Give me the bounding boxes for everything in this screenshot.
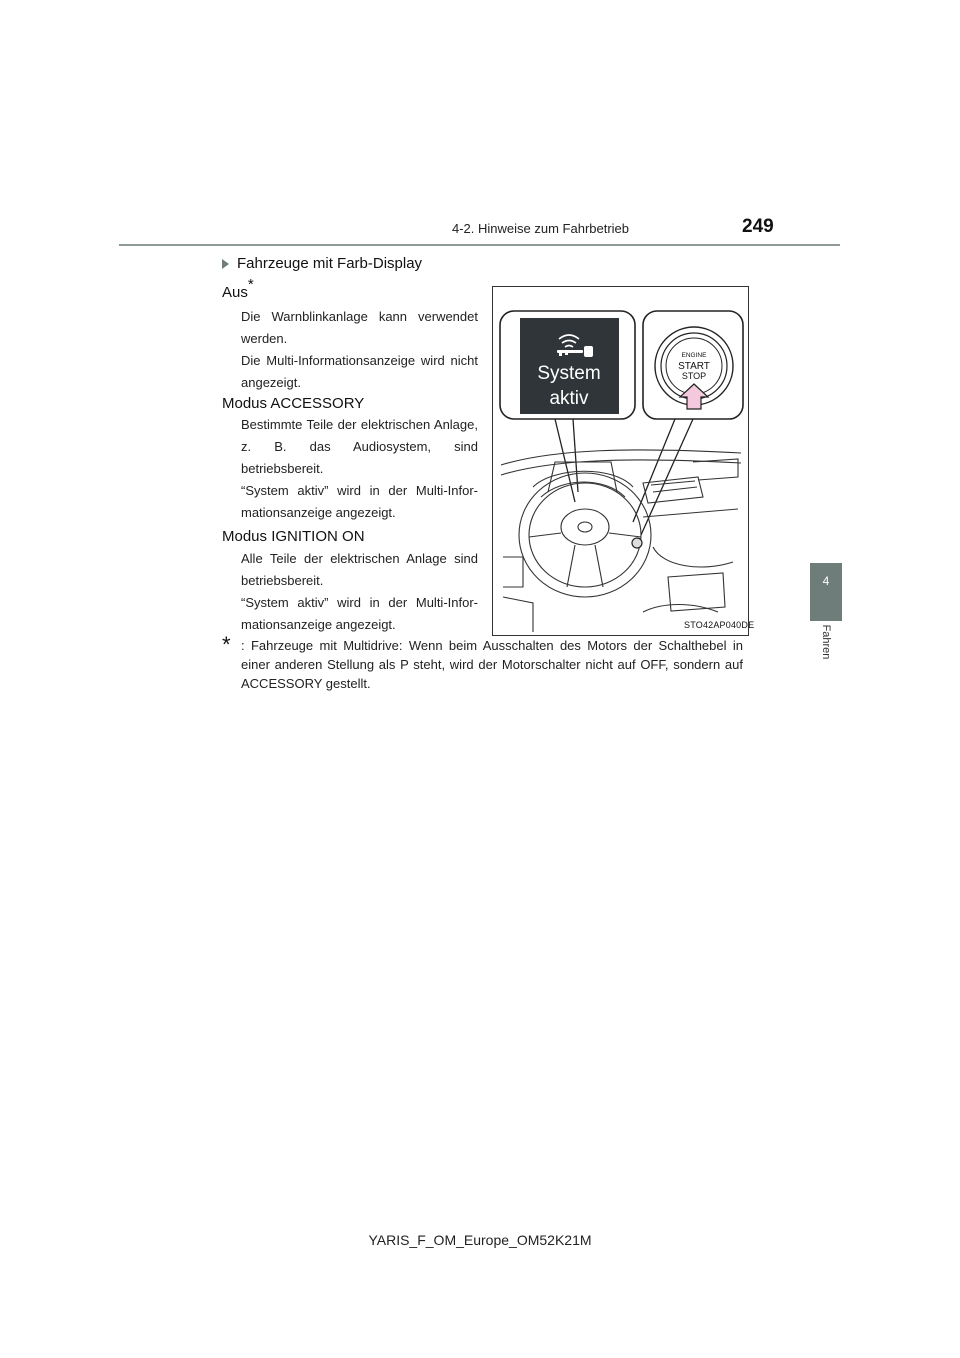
accessory-paragraph-2: “System aktiv” wird in der Multi-Infor-mationsanzeige angezeigt. (241, 483, 478, 520)
engine-button-location (632, 538, 642, 548)
chapter-tab-label: Fahren (820, 624, 832, 660)
footnote-marker: * (247, 275, 254, 293)
heading-aus (222, 275, 254, 301)
aus-paragraph-2: Die Multi-Informationsanzeige wird nicht angezeigt. (241, 353, 478, 390)
button-text-start: START (678, 361, 710, 372)
heading-aus-text: Aus (222, 284, 248, 301)
dashboard-figure (492, 286, 749, 636)
chapter-tab-number: 4 (822, 574, 830, 588)
triangle-bullet-icon (222, 259, 229, 269)
accessory-paragraph-1: Bestimmte Teile der elektrischen Anlage, z. B. das Audiosystem, sind betriebsbereit. (241, 417, 478, 476)
ignition-paragraph-1: Alle Teile der elektrischen Anlage sind betriebsbereit. (241, 551, 478, 588)
section-bullet (222, 255, 422, 272)
dashboard-illustration (493, 287, 748, 635)
footnote-star: * (222, 632, 231, 657)
display-text-line1: System (537, 363, 601, 384)
aus-paragraph-1: Die Warnblinkanlage kann verwendet werden. (241, 309, 478, 346)
heading-accessory: Modus ACCESSORY (222, 395, 365, 412)
dashboard-drawing (501, 450, 741, 632)
running-header-section: 4-2. Hinweise zum Fahrbetrieb (452, 221, 630, 236)
section-bullet-text: Fahrzeuge mit Farb-Display (237, 255, 423, 272)
page-number: 249 (742, 216, 774, 237)
button-text-engine: ENGINE (681, 352, 707, 359)
heading-ignition-on: Modus IGNITION ON (222, 528, 365, 545)
footer-doc-id: YARIS_F_OM_Europe_OM52K21M (368, 1232, 592, 1248)
figure-code: STO42AP040DE (684, 620, 755, 630)
ignition-paragraph-2: “System aktiv” wird in der Multi-Infor-mationsanzeige angezeigt. (241, 595, 478, 632)
button-text-stop: STOP (681, 371, 707, 381)
header-rule (119, 244, 840, 246)
display-text-line2: aktiv (549, 388, 589, 409)
footnote-text: : Fahrzeuge mit Multidrive: Wenn beim Ausschalten des Motors der Schalthebel in einer anderen Stellung als P steht, wird der Motorschalter nicht auf OFF, sondern auf ACCESSORY gestellt. (241, 638, 743, 691)
